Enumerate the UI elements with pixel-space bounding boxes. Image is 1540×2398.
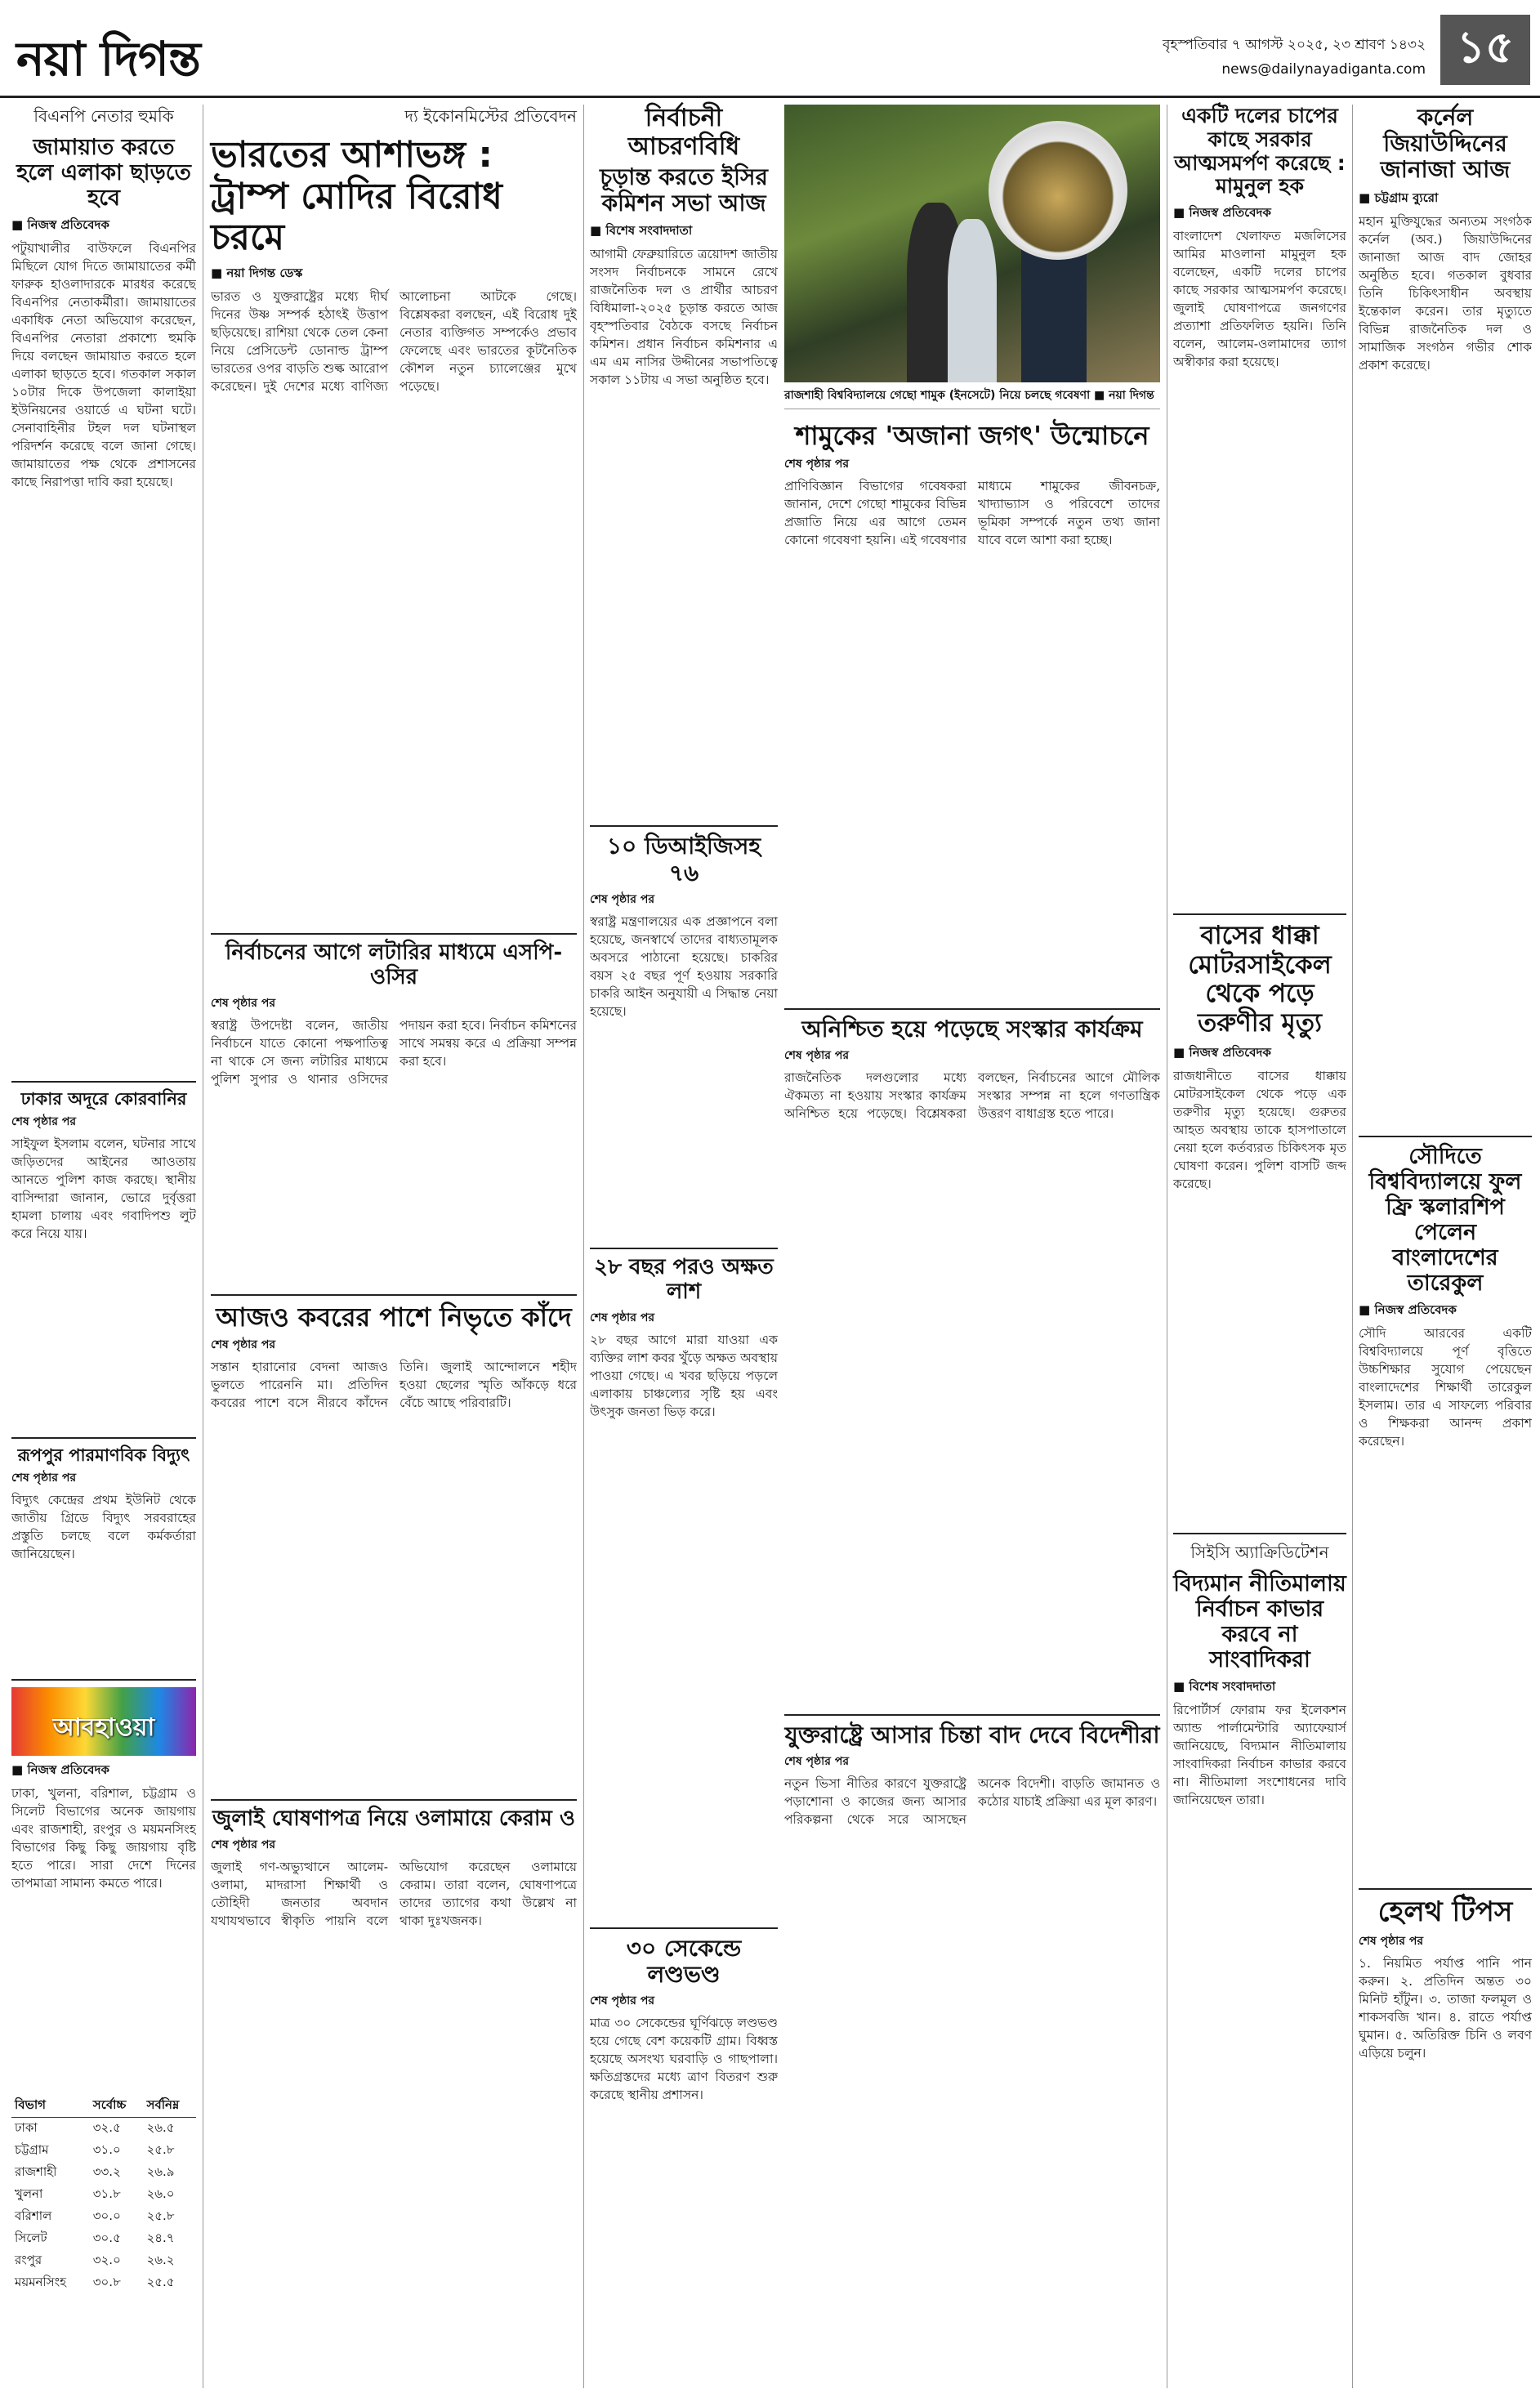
weather-banner: [11, 1687, 196, 1756]
table-row: [11, 2272, 196, 2294]
column-1: [11, 105, 196, 2294]
headline[interactable]: জামায়াত করতে হলে এলাকা ছাড়তে হবে: [16, 135, 191, 212]
table-cell: ৩০.০: [92, 2208, 121, 2224]
table-cell: ৩২.৫: [92, 2120, 121, 2136]
kicker: সিইসি অ্যাক্রিডিটেশন: [1190, 1542, 1329, 1562]
continued-label: শেষ পৃষ্ঠার পর: [590, 892, 655, 906]
headline[interactable]: শামুকের 'অজানা জগৎ' উন্মোচনে: [795, 420, 1149, 451]
table-cell: ২৬.৯: [146, 2164, 175, 2180]
continued-label: শেষ পৃষ্ঠার পর: [784, 1048, 850, 1062]
kicker: দ্য ইকোনমিস্টের প্রতিবেদন: [404, 106, 577, 126]
byline: ■ বিশেষ সংবাদদাতা: [1173, 1678, 1276, 1694]
headline[interactable]: কর্নেল জিয়াউদ্দিনের জানাজা আজ: [1380, 104, 1511, 184]
article-body: নতুন ভিসা নীতির কারণে যুক্তরাষ্ট্রে পড়াশোনা ও কাজের জন্য আসার পরিকল্পনা থেকে সরে আসছেন অনেক বিদেশী। বাড়তি জামানত ও কঠোর যাচাই প্রক্রিয়া এর মূল কারণ।: [784, 1776, 1160, 1828]
continued-label: শেষ পৃষ্ঠার পর: [590, 1994, 655, 2007]
headline[interactable]: ২৮ বছর পরও অক্ষত লাশ: [594, 1254, 774, 1304]
article-body: পটুয়াখালীর বাউফলে বিএনপির মিছিলে যোগ দিতে জামায়াতের কর্মী ফারুক হাওলাদারকে মারধর করেছে বিএনপির নেতাকর্মীরা। জামায়াতের একাধিক নেতা অভিযোগ করেছেন, বিএনপির নেতারা প্রকাশ্যে হুমকি দিয়ে বলছেন জামায়াত করতে হলে এলাকা ছাড়তে হবে। গতকাল সকাল ১০টার দিকে উপজেলা কালাইয়া ইউনিয়নের ওয়ার্ডে এ ঘটনা ঘটে। সেনাবাহিনীর টহল দল ঘটনাস্থল পরিদর্শন করেছে বলে জানা গেছে। জামায়াতের পক্ষ থেকে প্রশাসনের কাছে নিরাপত্তা দাবি করা হয়েছে।: [11, 241, 196, 490]
headline[interactable]: যুক্তরাষ্ট্রে আসার চিন্তা বাদ দেবে বিদেশীরা: [784, 1721, 1160, 1748]
table-cell: ২৬.৫: [146, 2120, 175, 2136]
headline[interactable]: অনিশ্চিত হয়ে পড়েছে সংস্কার কার্যক্রম: [801, 1015, 1143, 1043]
headline[interactable]: ভারতের আশাভঙ্গ : ট্রাম্প মোদির বিরোধ চরমে: [211, 134, 502, 259]
table-cell: ৩৩.২: [92, 2164, 121, 2180]
table-row: [11, 2118, 196, 2141]
column-4: [784, 105, 1160, 2232]
table-row: [11, 2228, 196, 2250]
continued-label: শেষ পৃষ্ঠার পর: [211, 1838, 276, 1852]
article-body: বাংলাদেশ খেলাফত মজলিসের আমির মাওলানা মামুনুল হক বলেছেন, একটি দলের চাপের কাছে সরকার আত্মসমর্পণ করেছে। জুলাই ঘোষণাপত্রে জনগণের প্রত্যাশা প্রতিফলিত হয়নি। তিনি বলেন, আলেম-ওলামাদের ত্যাগ অস্বীকার করা হয়েছে।: [1173, 229, 1346, 369]
table-row: [11, 2162, 196, 2184]
headline[interactable]: নির্বাচনী আচরণবিধি: [627, 104, 740, 161]
table-cell: সিলেট: [15, 2231, 47, 2246]
table-row: [11, 2140, 196, 2162]
byline: ■ নয়া দিগন্ত ডেস্ক: [211, 265, 303, 280]
byline: ■ নিজস্ব প্রতিবেদক: [1173, 205, 1271, 220]
kicker: বিএনপি নেতার হুমকি: [33, 106, 174, 126]
table-cell: রংপুর: [15, 2253, 42, 2268]
article-body: রাজধানীতে বাসের ধাক্কায় মোটরসাইকেল থেকে পড়ে এক তরুণীর মৃত্যু হয়েছে। গুরুতর আহত অবস্থায় তাকে হাসপাতালে নেয়া হলে কর্তব্যরত চিকিৎসক মৃত ঘোষণা করেন। পুলিশ বাসটি জব্দ করেছে।: [1173, 1068, 1346, 1191]
table-cell: ২৫.৫: [146, 2275, 175, 2290]
headline[interactable]: ঢাকার অদূরে কোরবানির: [20, 1089, 187, 1110]
column-3: [590, 105, 778, 2398]
byline: ■ বিশেষ সংবাদদাতা: [590, 223, 693, 239]
article-body: রাজনৈতিক দলগুলোর মধ্যে ঐকমত্য না হওয়ায় সংস্কার কার্যক্রম অনিশ্চিত হয়ে পড়েছে। বিশ্লেষকরা বলছেন, নির্বাচনের আগে মৌলিক সংস্কার সম্পন্ন না হলে গণতান্ত্রিক উত্তরণ বাধাগ্রস্ত হতে পারে।: [784, 1069, 1160, 1121]
headline[interactable]: ১০ ডিআইজিসহ ৭৬: [606, 833, 761, 886]
table-cell: ২৪.৭: [146, 2231, 175, 2246]
date-line: বৃহস্পতিবার ৭ আগস্ট ২০২৫, ২৩ শ্রাবণ ১৪৩২: [1162, 37, 1426, 53]
logo-text: নয়া দিগন্ত: [16, 31, 200, 87]
article-body: প্রাণিবিজ্ঞান বিভাগের গবেষকরা জানান, দেশে গেছো শামুকের বিভিন্ন প্রজাতি নিয়ে এর আগে তেমন কোনো গবেষণা হয়নি। এই গবেষণার মাধ্যমে শামুকের জীবনচক্র, খাদ্যাভ্যাস ও পরিবেশে তাদের ভূমিকা সম্পর্কে নতুন তথ্য জানা যাবে বলে আশা করা হচ্ছে।: [784, 478, 1160, 547]
article-body: সাইফুল ইসলাম বলেন, ঘটনার সাথে জড়িতদের আইনের আওতায় আনতে পুলিশ কাজ করছে। স্থানীয় বাসিন্দারা জানান, ভোরে দুর্বৃত্তরা হামলা চালায় এবং গবাদিপশু লুট করে নিয়ে যায়।: [11, 1136, 196, 1242]
article-body: রিপোর্টার্স ফোরাম ফর ইলেকশন অ্যান্ড পার্লামেন্টারি অ্যাফেয়ার্স জানিয়েছে, বিদ্যমান নীতিমালায় সাংবাদিকরা নির্বাচন কাভার করবে না। নীতিমালা সংশোধনের দাবি জানিয়েছেন তারা।: [1173, 1702, 1346, 1807]
headline[interactable]: রূপপুর পারমাণবিক বিদ্যুৎ: [17, 1445, 190, 1466]
table-cell: রাজশাহী: [15, 2164, 57, 2180]
column-2: [211, 105, 577, 2315]
table-cell: ৩০.৫: [92, 2231, 121, 2246]
table-cell: ৩১.৮: [92, 2186, 121, 2202]
article-body: সৌদি আরবের একটি বিশ্ববিদ্যালয়ে পূর্ণ বৃত্তিতে উচ্চশিক্ষার সুযোগ পেয়েছেন বাংলাদেশের শিক্ষার্থী তারেকুল ইসলাম। তার এ সাফল্যে পরিবার ও শিক্ষকরা আনন্দ প্রকাশ করেছেন।: [1359, 1325, 1532, 1449]
table-cell: ২৫.৮: [146, 2208, 175, 2224]
headline[interactable]: হেলথ টিপস: [1377, 1895, 1513, 1928]
column-6: [1359, 105, 1532, 2379]
table-header: সর্বনিম্ন: [143, 2095, 196, 2118]
article-body: জুলাই গণ-অভ্যুত্থানে আলেম-ওলামা, মাদরাসা শিক্ষার্থী ও তৌহিদী জনতার অবদান যথাযথভাবে স্বীকৃতি পায়নি বলে অভিযোগ করেছেন ওলামায়ে কেরাম। তারা বলেন, ঘোষণাপত্রে তাদের ত্যাগের কথা উল্লেখ না থাকা দুঃখজনক।: [211, 1860, 577, 1929]
article-body: ২৮ বছর আগে মারা যাওয়া এক ব্যক্তির লাশ কবর খুঁড়ে অক্ষত অবস্থায় পাওয়া গেছে। এ খবর ছড়িয়ে পড়লে এলাকায় চাঞ্চল্যের সৃষ্টি হয় এবং উৎসুক জনতা ভিড় করে।: [590, 1332, 778, 1419]
continued-label: শেষ পৃষ্ঠার পর: [211, 1338, 276, 1352]
table-cell: ২৬.২: [146, 2253, 175, 2268]
masthead: [0, 0, 1540, 98]
weather-body: ঢাকা, খুলনা, বরিশাল, চট্টগ্রাম ও সিলেট বিভাগের অনেক জায়গায় এবং রাজশাহী, রংপুর ও ময়মনসিংহ বিভাগের কিছু কিছু জায়গায় বৃষ্টি হতে পারে। সারা দেশে দিনের তাপমাত্রা সামান্য কমতে পারে।: [11, 1786, 196, 1891]
table-header: সর্বোচ্চ: [90, 2095, 144, 2118]
byline: ■ চট্টগ্রাম ব্যুরো: [1359, 190, 1439, 205]
table-row: [11, 2206, 196, 2228]
continued-label: শেষ পৃষ্ঠার পর: [784, 1755, 850, 1769]
column-divider: [583, 105, 584, 2388]
table-cell: বরিশাল: [15, 2208, 52, 2224]
headline[interactable]: জুলাই ঘোষণাপত্র নিয়ে ওলামায়ে কেরাম ও: [212, 1806, 576, 1832]
temperature-table: [11, 2095, 196, 2294]
article-body: বিদ্যুৎ কেন্দ্রের প্রথম ইউনিট থেকে জাতীয় গ্রিডে বিদ্যুৎ সরবরাহের প্রস্তুতি চলছে বলে কর্মকর্তারা জানিয়েছেন।: [11, 1493, 196, 1562]
article-body: আগামী ফেব্রুয়ারিতে ত্রয়োদশ জাতীয় সংসদ নির্বাচনকে সামনে রেখে রাজনৈতিক দল ও প্রার্থীর আচরণ বিধিমালা-২০২৫ চূড়ান্ত করতে আজ বৃহস্পতিবার বৈঠকে বসছে নির্বাচন কমিশন। প্রধান নির্বাচন কমিশনার এ এম এম নাসির উদ্দীনের সভাপতিত্বে সকাল ১১টায় এ সভা অনুষ্ঠিত হবে।: [590, 247, 778, 388]
headline[interactable]: একটি দলের চাপের কাছে সরকার আত্মসমর্পণ করেছে : মামুনুল হক: [1174, 104, 1346, 199]
article-body: স্বরাষ্ট্র মন্ত্রণালয়ের এক প্রজ্ঞাপনে বলা হয়েছে, জনস্বার্থে তাদের বাধ্যতামূলক অবসরে পাঠানো হয়েছে। চাকরির বয়স ২৫ বছর পূর্ণ হওয়ায় সরকারি চাকরি আইন অনুযায়ী এ সিদ্ধান্ত নেয়া হয়েছে।: [590, 913, 778, 1019]
continued-label: শেষ পৃষ্ঠার পর: [211, 996, 276, 1010]
headline[interactable]: আজও কবরের পাশে নিভৃতে কাঁদে: [216, 1301, 572, 1333]
article-body: সন্তান হারানোর বেদনা আজও ভুলতে পারেননি মা। প্রতিদিন কবরের পাশে বসে নীরবে কাঁদেন তিনি। জুলাই আন্দোলনে শহীদ হওয়া ছেলের স্মৃতি আঁকড়ে ধরে বেঁচে আছে পরিবারটি।: [211, 1360, 577, 1411]
table-cell: ঢাকা: [15, 2120, 38, 2136]
headline[interactable]: বিদ্যমান নীতিমালায় নির্বাচন কাভার করবে না সাংবাদিকরা: [1173, 1570, 1346, 1672]
article-body: ১. নিয়মিত পর্যাপ্ত পানি পান করুন। ২. প্রতিদিন অন্তত ৩০ মিনিট হাঁটুন। ৩. তাজা ফলমূল ও শাকসবজি খান। ৪. রাতে পর্যাপ্ত ঘুমান। ৫. অতিরিক্ত চিনি ও লবণ এড়িয়ে চলুন।: [1359, 1955, 1532, 2061]
news-photo[interactable]: [784, 105, 1160, 382]
table-cell: ২৬.০: [146, 2186, 175, 2202]
continued-label: শেষ পৃষ্ঠার পর: [11, 1115, 77, 1129]
website[interactable]: news@dailynayadiganta.com: [1221, 61, 1426, 78]
edition-info: [1163, 33, 1426, 82]
article-body: মহান মুক্তিযুদ্ধের অন্যতম সংগঠক কর্নেল (অব.) জিয়াউদ্দিনের জানাজা আজ বাদ জোহর অনুষ্ঠিত হবে। গতকাল বুধবার তিনি চিকিৎসাধীন অবস্থায় ইন্তেকাল করেন। তার মৃত্যুতে বিভিন্ন রাজনৈতিক দল ও সামাজিক সংগঠন গভীর শোক প্রকাশ করেছে।: [1359, 213, 1532, 373]
continued-label: শেষ পৃষ্ঠার পর: [11, 1471, 77, 1485]
headline[interactable]: বাসের ধাক্কা মোটরসাইকেল থেকে পড়ে তরুণীর মৃত্যু: [1188, 921, 1332, 1038]
table-row: [11, 2184, 196, 2206]
table-cell: খুলনা: [15, 2186, 43, 2202]
article-body: ভারত ও যুক্তরাষ্ট্রের মধ্যে দীর্ঘ দিনের উষ্ণ সম্পর্ক হঠাৎই উত্তাপ ছড়িয়েছে। রাশিয়া থেকে তেল কেনা নিয়ে প্রেসিডেন্ট ডোনাল্ড ট্রাম্প ভারতের ওপর বাড়তি শুল্ক আরোপ করেছেন। দুই দেশের মধ্যে বাণিজ্য আলোচনা আটকে গেছে। বিশ্লেষকরা বলছেন, এই বিরোধ দুই নেতার ব্যক্তিগত সম্পর্কেও প্রভাব ফেলেছে এবং ভারতের কূটনৈতিক কৌশল নতুন চ্যালেঞ্জের মুখে পড়েছে।: [211, 288, 577, 394]
page-number: ১৫: [1440, 15, 1530, 85]
table-cell: ৩১.০: [92, 2142, 121, 2158]
byline: ■ নিজস্ব প্রতিবেদক: [1173, 1044, 1271, 1060]
headline[interactable]: সৌদিতে বিশ্ববিদ্যালয়ে ফুল ফ্রি স্কলারশিপ পেলেন বাংলাদেশের তারেকুল: [1368, 1143, 1522, 1296]
table-row: [11, 2250, 196, 2272]
column-5: [1173, 105, 1346, 2159]
article-body: মাত্র ৩০ সেকেন্ডের ঘূর্ণিঝড়ে লণ্ডভণ্ড হয়ে গেছে বেশ কয়েকটি গ্রাম। বিধ্বস্ত হয়েছে অসংখ্য ঘরবাড়ি ও গাছপালা। ক্ষতিগ্রস্তদের মধ্যে ত্রাণ বিতরণ শুরু করেছে স্থানীয় প্রশাসন।: [590, 2015, 778, 2102]
continued-label: শেষ পৃষ্ঠার পর: [784, 457, 850, 471]
newspaper-logo[interactable]: [16, 23, 200, 102]
table-cell: ৩২.০: [92, 2253, 121, 2268]
headline[interactable]: নির্বাচনের আগে লটারির মাধ্যমে এসপি-ওসির: [225, 940, 563, 989]
byline: ■ নিজস্ব প্রতিবেদক: [11, 217, 109, 233]
table-cell: ময়মনসিংহ: [15, 2275, 66, 2290]
column-divider: [1352, 105, 1353, 2388]
article-body: স্বরাষ্ট্র উপদেষ্টা বলেন, জাতীয় নির্বাচনে যাতে কোনো পক্ষপাতিত্ব না থাকে সে জন্য লটারির মাধ্যমে পুলিশ সুপার ও থানার ওসিদের পদায়ন করা হবে। নির্বাচন কমিশনের সাথে সমন্বয় করে এ প্রক্রিয়া সম্পন্ন করা হবে।: [211, 1017, 577, 1087]
table-cell: চট্টগ্রাম: [15, 2142, 49, 2158]
continued-label: শেষ পৃষ্ঠার পর: [1359, 1934, 1424, 1948]
table-header: বিভাগ: [11, 2095, 90, 2118]
table-cell: ৩০.৮: [92, 2275, 121, 2290]
table-cell: ২৫.৮: [146, 2142, 175, 2158]
continued-label: শেষ পৃষ্ঠার পর: [590, 1311, 655, 1324]
photo-caption: রাজশাহী বিশ্ববিদ্যালয়ে গেছো শামুক (ইনসেটে) নিয়ে চলছে গবেষণা ■ নয়া দিগন্ত: [784, 382, 1160, 409]
headline[interactable]: ৩০ সেকেন্ডে লণ্ডভণ্ড: [626, 1934, 742, 1988]
byline: ■ নিজস্ব প্রতিবেদক: [1359, 1302, 1457, 1317]
byline: ■ নিজস্ব প্রতিবেদক: [11, 1762, 109, 1778]
headline[interactable]: চূড়ান্ত করতে ইসির কমিশন সভা আজ: [600, 163, 768, 217]
weather-title: আবহাওয়া: [52, 1713, 155, 1743]
snail-inset-photo: [989, 121, 1127, 260]
